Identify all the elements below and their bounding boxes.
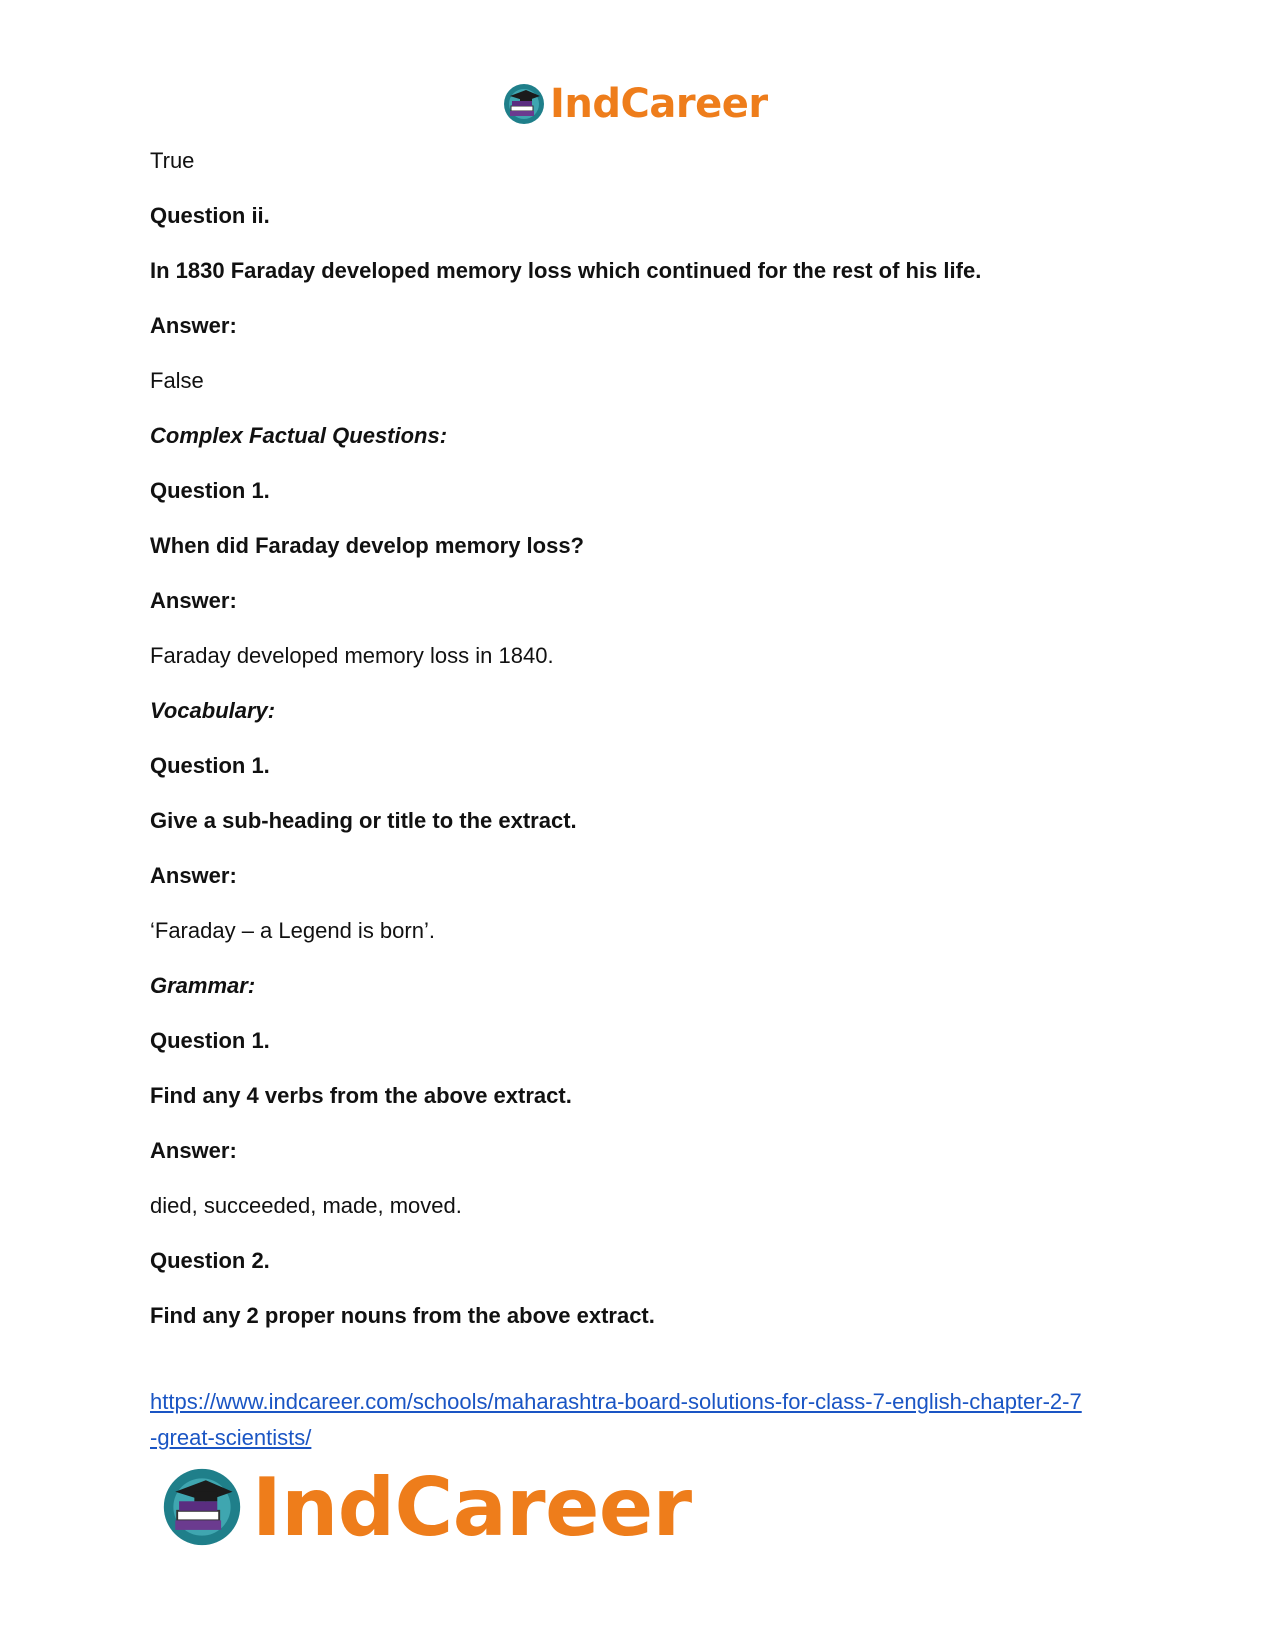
answer-text: died, succeeded, made, moved. — [150, 1193, 462, 1218]
answer-text: Faraday developed memory loss in 1840. — [150, 643, 554, 668]
question-text: When did Faraday develop memory loss? — [150, 533, 584, 558]
header-logo — [502, 80, 768, 128]
answer-text: ‘Faraday – a Legend is born’. — [150, 918, 435, 943]
question-text: Give a sub-heading or title to the extract. — [150, 808, 577, 833]
header-logo-text: IndCareer — [550, 81, 768, 127]
section-heading: Vocabulary: — [150, 698, 276, 723]
answer-label: Answer: — [150, 1138, 237, 1163]
source-link-line-1: https://www.indcareer.com/schools/maharashtra-board-solutions-for-class-7-english-chapter-2-7 — [150, 1389, 1082, 1414]
footer-logo — [160, 1462, 692, 1552]
question-label: Question ii. — [150, 203, 270, 228]
document-body — [150, 148, 1150, 1358]
graduation-book-icon — [160, 1465, 244, 1549]
source-link-block — [150, 1384, 1150, 1456]
graduation-book-icon — [502, 82, 546, 126]
answer-text: True — [150, 148, 195, 173]
footer-logo-text: IndCareer — [252, 1460, 692, 1554]
answer-text: False — [150, 368, 204, 393]
question-label: Question 2. — [150, 1248, 270, 1273]
source-link[interactable] — [150, 1389, 1082, 1450]
question-label: Question 1. — [150, 478, 270, 503]
question-label: Question 1. — [150, 753, 270, 778]
question-text: In 1830 Faraday developed memory loss which continued for the rest of his life. — [150, 258, 982, 283]
source-link-line-2: -great-scientists/ — [150, 1425, 312, 1450]
question-text: Find any 4 verbs from the above extract. — [150, 1083, 572, 1108]
question-label: Question 1. — [150, 1028, 270, 1053]
answer-label: Answer: — [150, 588, 237, 613]
answer-label: Answer: — [150, 313, 237, 338]
section-heading: Complex Factual Questions: — [150, 423, 448, 448]
answer-label: Answer: — [150, 863, 237, 888]
section-heading: Grammar: — [150, 973, 256, 998]
question-text: Find any 2 proper nouns from the above extract. — [150, 1303, 655, 1328]
